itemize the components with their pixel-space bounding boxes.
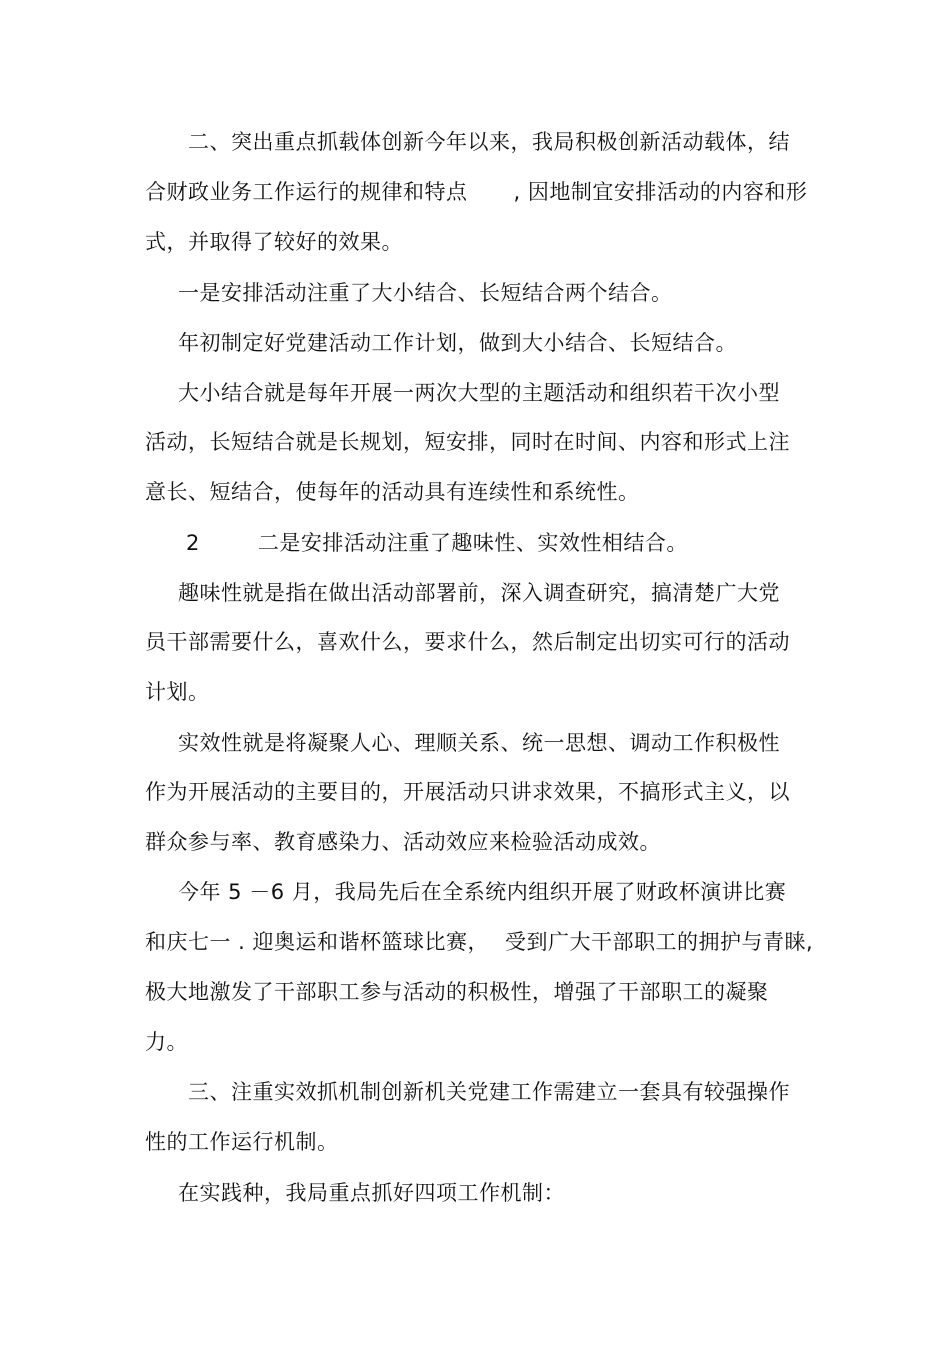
- paragraph-events-line-1: 今年 5 －6 月，我局先后在全系统内组织开展了财政杯演讲比赛: [178, 880, 787, 904]
- paragraph-heading-2-line-2: [145, 179, 807, 205]
- paragraph-heading-2-line-3: 式，并取得了较好的效果。: [145, 230, 403, 254]
- paragraph-heading-3-line-2: 性的工作运行机制。: [145, 1130, 339, 1154]
- paragraph-combine-line-3: 意长、短结合，使每年的活动具有连续性和系统性。: [145, 480, 640, 504]
- list-number: 2: [186, 531, 200, 555]
- paragraph-interest-line-1: 趣味性就是指在做出活动部署前，深入调查研究，搞清楚广大党: [178, 581, 780, 605]
- paragraph-effect-line-3: 群众参与率、教育感染力、活动效应来检验活动成效。: [145, 830, 661, 854]
- text-segment: 合财政业务工作运行的规律和特点: [145, 180, 468, 204]
- paragraph-heading-3-line-1: 三、注重实效抓机制创新机关党建工作需建立一套具有较强操作: [188, 1080, 790, 1104]
- text-segment: , 因地制宜安排活动的内容和形: [513, 180, 808, 204]
- paragraph-point-2: [186, 530, 688, 556]
- paragraph-heading-2-line-1: 二、突出重点抓载体创新今年以来，我局积极创新活动载体，结: [188, 130, 790, 154]
- paragraph-events-line-2: [145, 929, 813, 955]
- paragraph-effect-line-1: 实效性就是将凝聚人心、理顺关系、统一思想、调动工作积极性: [178, 731, 780, 755]
- paragraph-mechanism: 在实践种，我局重点抓好四项工作机制：: [178, 1181, 565, 1205]
- paragraph-events-line-3: 极大地激发了干部职工参与活动的积极性，增强了干部职工的凝聚: [145, 980, 769, 1004]
- paragraph-plan: 年初制定好党建活动工作计划，做到大小结合、长短结合。: [178, 331, 737, 355]
- text-segment: 二是安排活动注重了趣味性、实效性相结合。: [257, 531, 688, 555]
- paragraph-effect-line-2: 作为开展活动的主要目的，开展活动只讲求效果，不搞形式主义，以: [145, 780, 790, 804]
- paragraph-combine-line-2: 活动，长短结合就是长规划，短安排，同时在时间、内容和形式上注: [145, 430, 790, 454]
- paragraph-interest-line-2: 员干部需要什么，喜欢什么，要求什么，然后制定出切实可行的活动: [145, 630, 790, 654]
- text-segment: 受到广大干部职工的拥护与青睐,: [505, 930, 814, 954]
- paragraph-interest-line-3: 计划。: [145, 680, 210, 704]
- paragraph-events-line-4: 力。: [145, 1030, 188, 1054]
- paragraph-point-1: 一是安排活动注重了大小结合、长短结合两个结合。: [178, 281, 673, 305]
- text-segment: 和庆七一 . 迎奥运和谐杯篮球比赛，: [145, 930, 490, 954]
- paragraph-combine-line-1: 大小结合就是每年开展一两次大型的主题活动和组织若干次小型: [178, 381, 780, 405]
